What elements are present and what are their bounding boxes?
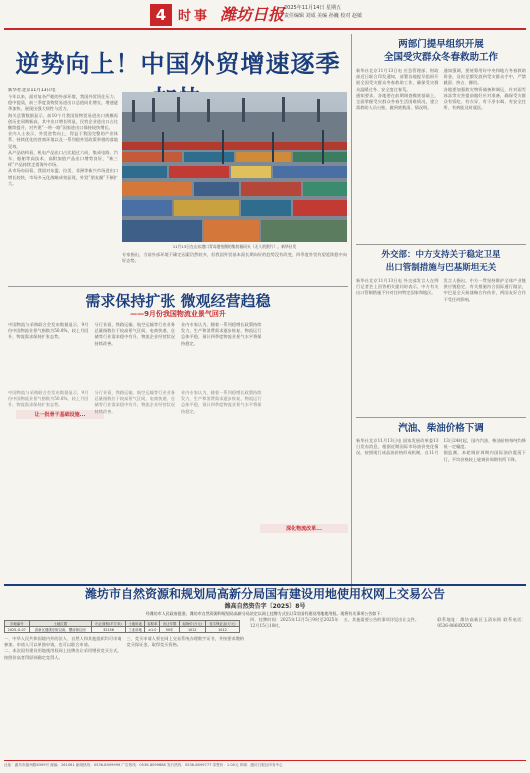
notice-paragraph: 四、挂牌时间：2025年12月5日9时至2025年12月15日10时。: [250, 617, 339, 629]
sidebar-paragraph: 据监测，本轮调价周期内国际油价震荡下行，平均价格较上轮调价周期有所下降。: [443, 450, 526, 462]
lead-byline: 新华社北京11月13日电: [8, 88, 56, 93]
sidebar-paragraph: 发言人指出，中方一贯坚持维护全球产业链供应链稳定，有关措施符合国际通行做法，中巴是全天候战略合作伙伴，两国友好合作不受任何影响。: [443, 278, 526, 302]
table-cell: 1012: [205, 627, 239, 633]
column-divider: [351, 34, 352, 590]
second-headline: 需求保持扩张 微观经营趋稳: [85, 292, 271, 310]
sidebar-story1-headline: 两部门提早组织开展: [398, 39, 484, 50]
port-photo: [122, 92, 347, 242]
sidebar-divider: [356, 244, 526, 245]
notice-paragraph: 三、竞买申请人须在网上交易系统办理数字证书，并按要求缴纳竞买保证金，取得竞买资格。: [126, 636, 244, 648]
table-header: 土地用途: [126, 621, 145, 627]
sidebar-divider: [356, 417, 526, 418]
date-text: 2025年11月14日 星期五: [284, 5, 342, 11]
second-paragraph: 分行业看，铁路运输、航空运输等行业业务总量指数位于较高景气区间，电商快递、仓储等行业需求稳中有升，物流企业经营状况持续改善。: [94, 390, 175, 414]
sidebar-paragraph: 通知强调，要统筹用好中央和地方冬春救助资金，及时足额发放到受灾群众手中，严禁截留、挤占、挪用。: [443, 68, 526, 86]
sidebar-story2-body: [356, 278, 526, 413]
table-cell: 工业用地: [126, 627, 145, 633]
table-header: 宗地编号: [5, 621, 30, 627]
table-header: 土地位置: [29, 621, 91, 627]
second-subhead: ——9月份我国物流业景气回升: [130, 310, 226, 318]
kicker-label: 深化物流改革...: [260, 524, 348, 533]
lead-story-column: [8, 88, 118, 286]
table-cell: 1012: [179, 627, 205, 633]
lead-paragraph: 专家指出，当前外部环境不确定因素仍然较多，但我国外贸基本面长期向好的趋势没有改变，四季度外贸有望延续稳中向好态势。: [122, 252, 347, 264]
lead-headline: 逆势向上！中国外贸增速逐季: [15, 49, 341, 78]
photo-caption: 11月13日在山东港口青岛港拍摄的集装箱码头（无人机照片）。新华社发: [172, 244, 297, 249]
table-cell: ≥1.0: [145, 627, 160, 633]
table-cell: 高新区健康东街以南、樱前街以西: [29, 627, 91, 633]
notice-paragraph: 联系地址：潍坊高新区玉清东街 联系电话：0536-8868XXXX: [437, 617, 526, 629]
table-cell: 2025-G-07: [5, 627, 30, 633]
kicker-label: 让一批骨干基础设施...: [16, 410, 104, 419]
second-paragraph: 业内专家认为，随着一系列稳增长政策持续发力，生产和消费需求逐步恢复，物流运行总体平稳，预计四季度物流业景气水平将保持稳定。: [181, 390, 262, 414]
editor-text: 责任编辑 刘成 美编 孙巍 校对 赵敏: [284, 13, 362, 19]
lead-story-continued: [122, 252, 347, 286]
table-cell: 50年: [160, 627, 179, 633]
sidebar-story1-body: [356, 68, 526, 240]
table-cell: 32156: [91, 627, 125, 633]
sidebar-paragraph: 通知要求，各地要在前期调查摸底基础上，全面掌握受灾群众冬春生活困难情况，建立需救助人员台账，做到底数清、情况明。: [356, 92, 439, 111]
table-header: 起始价(万元): [179, 621, 205, 627]
second-story-body: [8, 322, 348, 382]
section-divider: [8, 286, 348, 287]
notice-body-right: [250, 617, 526, 757]
sidebar-story3-headline: 汽油、柴油价格下调: [398, 423, 484, 434]
notice-headline: 潍坊市自然资源和规划局高新分局国有建设用地使用权网上交易公告: [84, 587, 445, 601]
footer: 社址：潍坊市潍州路6399号 邮编：261061 新闻热线：0536-8099999 广告热线：0536-8099888 发行热线：0536-8099777 零售价：1.00元 印刷：潍坊日报社印务中心: [4, 760, 526, 768]
land-bid-notice: [4, 586, 526, 758]
sidebar-story1-headline-2: 全国受灾群众冬春救助工作: [383, 52, 498, 63]
lead-paragraph: 从市场布局看，我国对东盟、拉美、非洲等新兴市场进出口增长较快，市场多元化战略成效显现，外贸“朋友圈”不断扩大。: [8, 168, 118, 186]
notice-paragraph: 二、本次国有建设用地使用权网上挂牌出让采用增价竞买方式，按照价高者得原则确定竞得人。: [4, 648, 122, 660]
sidebar-paragraph: 新华社北京11月13日电 国家发展改革委13日发布消息，根据近期国际市场油价变化情况，按照现行成品油价格形成机制，自11月13日24时起，国内汽油、柴油价格每吨均降低一定幅度。: [356, 438, 526, 456]
second-paragraph: 分行业看，铁路运输、航空运输等行业业务总量指数位于较高景气区间，电商快递、仓储等行业需求稳中有升，物流企业经营状况持续改善。: [94, 322, 175, 346]
second-paragraph: 中国物流与采购联合会发布数据显示，9月份中国物流业景气指数为50.8%，较上月回升，物流需求保持扩张态势。: [8, 322, 89, 340]
lead-paragraph: 从产品结构看，机电产品出口占比超过六成，集成电路、汽车、船舶等高技术、高附加值产品出口增势良好，“新三样”产品持续走俏海外市场。: [8, 149, 118, 168]
notice-body-left: [4, 636, 244, 741]
sidebar-story2-headline-2: 出口管制措施与巴基斯坦无关: [385, 263, 497, 273]
date-line: [284, 4, 362, 20]
page-number: 4: [150, 4, 172, 26]
table-header: 出让年限: [160, 621, 179, 627]
table-row: [5, 627, 240, 633]
section-name: 时事: [178, 9, 211, 24]
table-header: 竞买保证金(万元): [205, 621, 239, 627]
land-parcel-table: [4, 620, 240, 633]
sidebar: [356, 30, 526, 590]
sidebar-paragraph: 各地要加强救灾物资储备和调运，针对雨雪冰冻等灾害提前做好应对准备，确保受灾群众有饭吃、有衣穿、有干净水喝、有安全住所、有病能及时就医。: [443, 86, 526, 111]
sidebar-paragraph: 新华社北京11月13日电 外交部发言人在例行记者会上回答相关提问时表示，中方有关出口管制措施不针对任何特定国家和地区。: [356, 278, 439, 296]
sidebar-story3-body: [356, 438, 526, 588]
notice-paragraph: 一、中华人民共和国境内外的法人、自然人和其他组织均可申请参加，申请人可以单独申请，也可以联合申请。: [4, 636, 122, 648]
sidebar-paragraph: 新华社北京11月13日电 应急管理部、财政部近日联合印发通知，部署各地提早组织开展全国受灾群众冬春救助工作，确保受灾群众温暖过冬、安全度过春荒。: [356, 68, 439, 92]
notice-number: 潍高自然资告字〔2025〕8号: [224, 603, 306, 610]
second-paragraph: 业内专家认为，随着一系列稳增长政策持续发力，生产和消费需求逐步恢复，物流运行总体平稳，预计四季度物流业景气水平将保持稳定。: [181, 322, 262, 346]
notice-intro: 经潍坊市人民政府批准，潍坊市自然资源和规划局高新分局决定以网上挂牌方式出让1宗国有建设用地使用权。现将有关事项公告如下：: [145, 611, 385, 616]
second-story-continued: [8, 390, 348, 580]
second-paragraph: 中国物流与采购联合会发布数据显示，9月份中国物流业景气指数为50.8%，较上月回升，物流需求保持扩张态势。: [8, 390, 89, 408]
newspaper-title: 潍坊日报: [220, 5, 285, 24]
lead-paragraph: 业内人士表示，外贸逆势向上，得益于我国完整的产业体系、持续优化的营商环境以及一系列稳外贸政策举措的落地见效。: [8, 131, 118, 149]
sidebar-story2-headline: 外交部：中方支持关于稳定卫星: [381, 250, 501, 260]
lead-paragraph: 今年以来，面对复杂严峻的外部环境，我国外贸顶住压力、稳中提质，前三季度货物贸易进出口总值同比增长，增速逐季加快，展现出强大韧性与活力。: [8, 94, 118, 112]
table-header: 出让面积(平方米): [91, 621, 125, 627]
masthead: [0, 0, 530, 30]
notice-paragraph: 五、其他需要公告的事项详见出让文件。: [343, 617, 420, 622]
lead-paragraph: 海关总署数据显示，前10个月我国货物贸易进出口规模再创历史同期新高，其中出口增长明显，民营企业进出口占比继续提升，对共建“一带一路”国家进出口保持较快增长。: [8, 112, 118, 131]
table-header: 容积率: [145, 621, 160, 627]
port-photo-illustration: [122, 92, 347, 242]
